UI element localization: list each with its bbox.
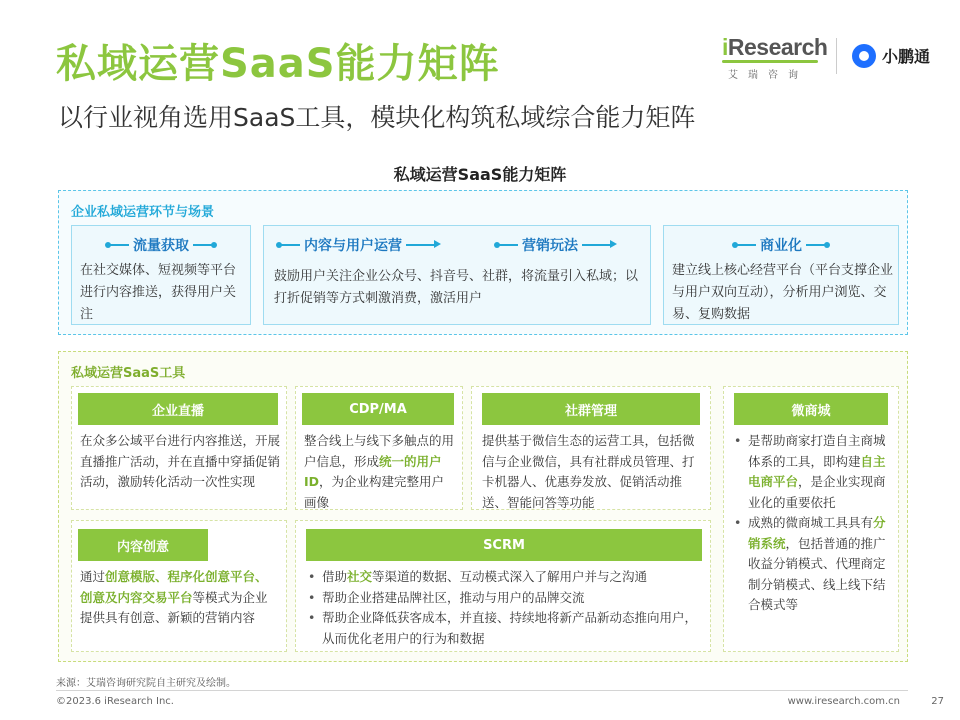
list-item: • 帮助企业搭建品牌社区，推动与用户的品牌交流 (308, 588, 702, 609)
connector-line (193, 244, 215, 246)
page-subtitle: 以行业视角选用SaaS工具，模块化构筑私域综合能力矩阵 (58, 103, 696, 132)
xiaopengtong-name: 小鹏通 (882, 47, 931, 66)
list-item: • 是帮助商家打造自主商城体系的工具，即构建自主电商平台，是企业实现商业化的重要依托 (734, 431, 892, 513)
arrow-right-icon (406, 244, 436, 246)
tool-scrm-list (308, 567, 702, 649)
scene-content-ops-title: 内容与用户运营 (304, 238, 402, 254)
tool-live-title: 企业直播 (78, 393, 278, 425)
tools-section-label: 私域运营SaaS工具 (71, 366, 186, 381)
highlight-text: 自主电商平台 (748, 453, 886, 489)
tools-section (58, 351, 908, 662)
xiaopengtong-logo (852, 40, 942, 70)
logo-divider (836, 38, 837, 74)
list-item: • 借助社交等渠道的数据、互动模式深入了解用户并与之沟通 (308, 567, 702, 588)
tool-cdp-title: CDP/MA (302, 393, 454, 425)
list-item: • 帮助企业降低获客成本，并直接、持续地将新产品新动态推向用户，从而优化老用户的行为和数据 (308, 608, 702, 649)
tool-scrm-title: SCRM (306, 529, 702, 561)
connector-line (278, 244, 300, 246)
scene-content-ops (263, 225, 651, 325)
website-url: www.iresearch.com.cn (787, 696, 900, 707)
arrow-right-icon (582, 244, 612, 246)
tool-live (71, 386, 287, 510)
highlight-text: 社交 (347, 569, 373, 584)
iresearch-wordmark: iResearch (722, 34, 828, 60)
highlight-text: 创意模版、程序化创意平台、创意及内容交易平台 (80, 569, 268, 605)
iresearch-swoosh (722, 60, 818, 63)
connector-line (107, 244, 129, 246)
connector-line (806, 244, 828, 246)
scenes-section-label: 企业私域运营环节与场景 (71, 205, 215, 220)
tool-cdp-desc: 整合线上与线下多触点的用户信息，形成统一的用户ID，为企业构建完整用户画像 (304, 433, 455, 510)
footer-divider (56, 690, 908, 691)
tool-creative (71, 520, 287, 652)
scenes-section (58, 190, 908, 335)
scene-traffic-title: 流量获取 (133, 238, 189, 254)
scene-traffic (71, 225, 251, 325)
page-number: 27 (931, 696, 944, 707)
tool-community-title: 社群管理 (482, 393, 700, 425)
iresearch-cn-name: 艾瑞咨询 (728, 70, 808, 81)
tool-community-desc: 提供基于微信生态的运营工具，包括微信与企业微信，具有社群成员管理、打卡机器人、优惠券发放、促销活动推送、智能问答等功能 (482, 433, 695, 510)
copyright: ©2023.6 iResearch Inc. (56, 696, 174, 707)
tool-community (471, 386, 711, 510)
scene-commerce (663, 225, 899, 325)
highlight-text: 分销系统 (748, 515, 886, 551)
scene-traffic-desc: 在社交媒体、短视频等平台进行内容推送，获得用户关注 (80, 263, 237, 322)
scene-marketing-title: 营销玩法 (522, 238, 578, 254)
tool-mall (723, 386, 899, 652)
tool-scrm (295, 520, 711, 652)
page-title: 私域运营SaaS能力矩阵 (56, 41, 500, 87)
source-note: 来源：艾瑞咨询研究院自主研究及绘制。 (56, 678, 236, 689)
tool-cdp (295, 386, 463, 510)
tool-mall-title: 微商城 (734, 393, 888, 425)
tool-creative-title: 内容创意 (78, 529, 208, 561)
iresearch-logo (722, 34, 828, 84)
xiaopengtong-icon (852, 44, 876, 68)
scene-commerce-desc: 建立线上核心经营平台（平台支撑企业与用户双向互动），分析用户浏览、交易、复购数据 (672, 263, 894, 322)
tool-live-desc: 在众多公域平台进行内容推送，开展直播推广活动，并在直播中穿插促销活动，激励转化活动一次性实现 (80, 433, 281, 489)
list-item: • 成熟的微商城工具具有分销系统，包括普通的推广收益分销模式、代理商定制分销模式、线上线下结合模式等 (734, 513, 892, 616)
tool-creative-desc: 通过创意模版、程序化创意平台、创意及内容交易平台等模式为企业提供具有创意、新颖的营销内容 (80, 569, 268, 625)
connector-line (734, 244, 756, 246)
scene-content-ops-desc: 鼓励用户关注企业公众号、抖音号、社群，将流量引入私域；以打折促销等方式刺激消费，激活用户 (274, 269, 639, 306)
matrix-title: 私域运营SaaS能力矩阵 (393, 165, 567, 184)
tool-mall-list (734, 431, 892, 616)
highlight-text: 统一的用户ID (304, 453, 442, 489)
scene-commerce-title: 商业化 (760, 238, 802, 254)
connector-line (496, 244, 518, 246)
